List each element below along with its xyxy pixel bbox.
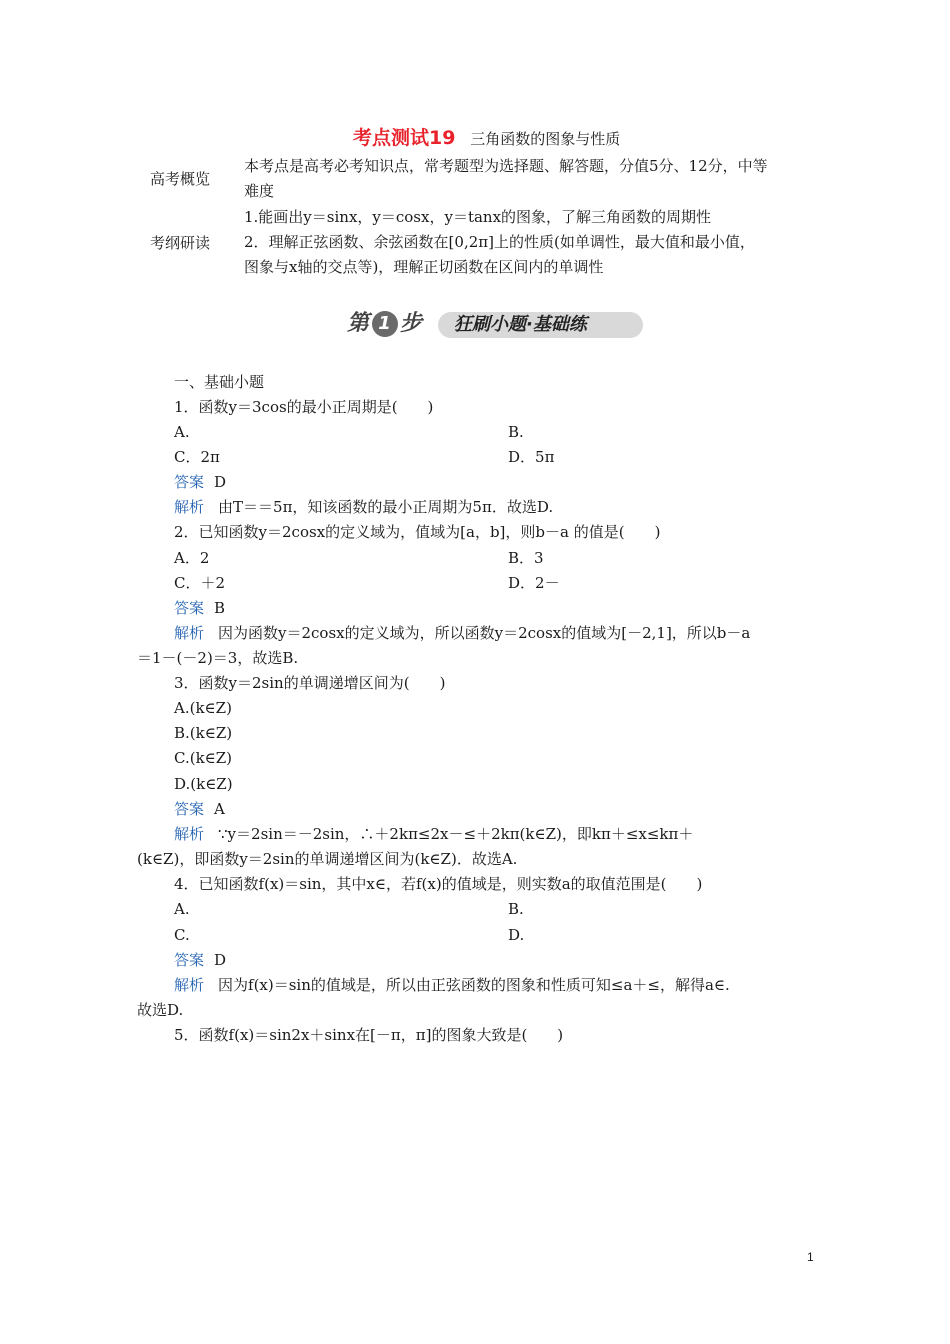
overview-line-1: 本考点是高考必考知识点，常考题型为选择题、解答题，分值5分、12分，中等: [244, 157, 768, 175]
q3-analysis-cont: (k∈Z)，即函数y＝2sin的单调递增区间为(k∈Z)．故选A.: [137, 850, 518, 868]
banner-step-prefix: 第: [347, 311, 371, 336]
q3-option-a: A.(k∈Z): [174, 699, 232, 717]
title-main: 考点测试19: [353, 127, 456, 149]
banner-subtitle: 狂刷小题·基础练: [454, 314, 587, 335]
q2-analysis: [174, 623, 750, 643]
analysis-label: 解析: [174, 976, 205, 994]
q4-answer: [174, 950, 226, 970]
banner-step-number: 1: [372, 311, 398, 337]
banner-step-suffix: 步: [400, 311, 424, 336]
q1-option-d: D．5π: [508, 448, 555, 466]
q1-option-b: B.: [508, 423, 524, 441]
analysis-text: 由T＝＝5π，知该函数的最小正周期为5π．故选D.: [218, 498, 554, 516]
header-label-overview: 高考概览: [150, 170, 211, 188]
q2-analysis-cont: ＝1－(－2)＝3，故选B.: [137, 649, 299, 667]
answer-label: 答案: [174, 951, 205, 969]
answer-label: 答案: [174, 473, 205, 491]
q3-option-c: C.(k∈Z): [174, 749, 233, 767]
answer-label: 答案: [174, 800, 205, 818]
analysis-text: 因为函数y＝2cosx的定义域为，所以函数y＝2cosx的值域为[－2,1]，所以b－a: [218, 624, 751, 642]
q3-answer: [174, 799, 225, 819]
q1-answer: [174, 472, 226, 492]
q4-stem: 4．已知函数f(x)＝sin，其中x∈，若f(x)的值域是，则实数a的取值范围是( ): [174, 875, 703, 893]
syllabus-line-1: 1.能画出y＝sinx，y＝cosx，y＝tanx的图象，了解三角函数的周期性: [244, 208, 712, 226]
title-sub: 三角函数的图象与性质: [470, 130, 621, 148]
q1-stem: 1．函数y＝3cos的最小正周期是( ): [174, 398, 434, 416]
q4-analysis-cont: 故选D.: [137, 1001, 184, 1019]
overview-line-2: 难度: [244, 182, 275, 200]
q3-option-b: B.(k∈Z): [174, 724, 233, 742]
q5-stem: 5．函数f(x)＝sin2x＋sinx在[－π，π]的图象大致是( ): [174, 1026, 564, 1044]
q4-analysis: [174, 975, 730, 995]
analysis-label: 解析: [174, 825, 205, 843]
analysis-text: ∵y＝2sin＝－2sin，∴＋2kπ≤2x－≤＋2kπ(k∈Z)，即kπ＋≤x≤kπ＋: [218, 825, 694, 843]
syllabus-line-3: 图象与x轴的交点等)，理解正切函数在区间内的单调性: [244, 258, 604, 276]
answer-value: D: [214, 473, 227, 491]
answer-value: B: [214, 599, 226, 617]
header-label-syllabus: 考纲研读: [150, 234, 211, 252]
q1-analysis: [174, 497, 553, 517]
q3-stem: 3．函数y＝2sin的单调递增区间为( ): [174, 674, 446, 692]
q4-option-d: D.: [508, 926, 525, 944]
syllabus-line-2: 2．理解正弦函数、余弦函数在[0,2π]上的性质(如单调性，最大值和最小值，: [244, 233, 755, 251]
analysis-text: 因为f(x)＝sin的值域是，所以由正弦函数的图象和性质可知≤a＋≤，解得a∈.: [218, 976, 730, 994]
q4-option-c: C.: [174, 926, 190, 944]
q2-answer: [174, 598, 225, 618]
q2-option-d: D．2－: [508, 574, 560, 592]
q4-option-b: B.: [508, 900, 524, 918]
q2-stem: 2．已知函数y＝2cosx的定义域为，值域为[a，b]，则b－a 的值是( ): [174, 523, 661, 541]
q2-option-c: C．＋2: [174, 574, 226, 592]
banner-step-label: [347, 310, 423, 338]
q1-option-a: A.: [174, 423, 190, 441]
answer-label: 答案: [174, 599, 205, 617]
analysis-label: 解析: [174, 624, 205, 642]
q3-analysis: [174, 824, 693, 844]
analysis-label: 解析: [174, 498, 205, 516]
answer-value: A: [214, 800, 225, 818]
q2-option-a: A．2: [174, 549, 210, 567]
page-number: 1: [807, 1250, 814, 1264]
page-title: [353, 128, 620, 149]
q3-option-d: D.(k∈Z): [174, 775, 233, 793]
section-title: 一、基础小题: [174, 373, 265, 391]
q4-option-a: A.: [174, 900, 190, 918]
q2-option-b: B．3: [508, 549, 544, 567]
q1-option-c: C．2π: [174, 448, 220, 466]
answer-value: D: [214, 951, 227, 969]
